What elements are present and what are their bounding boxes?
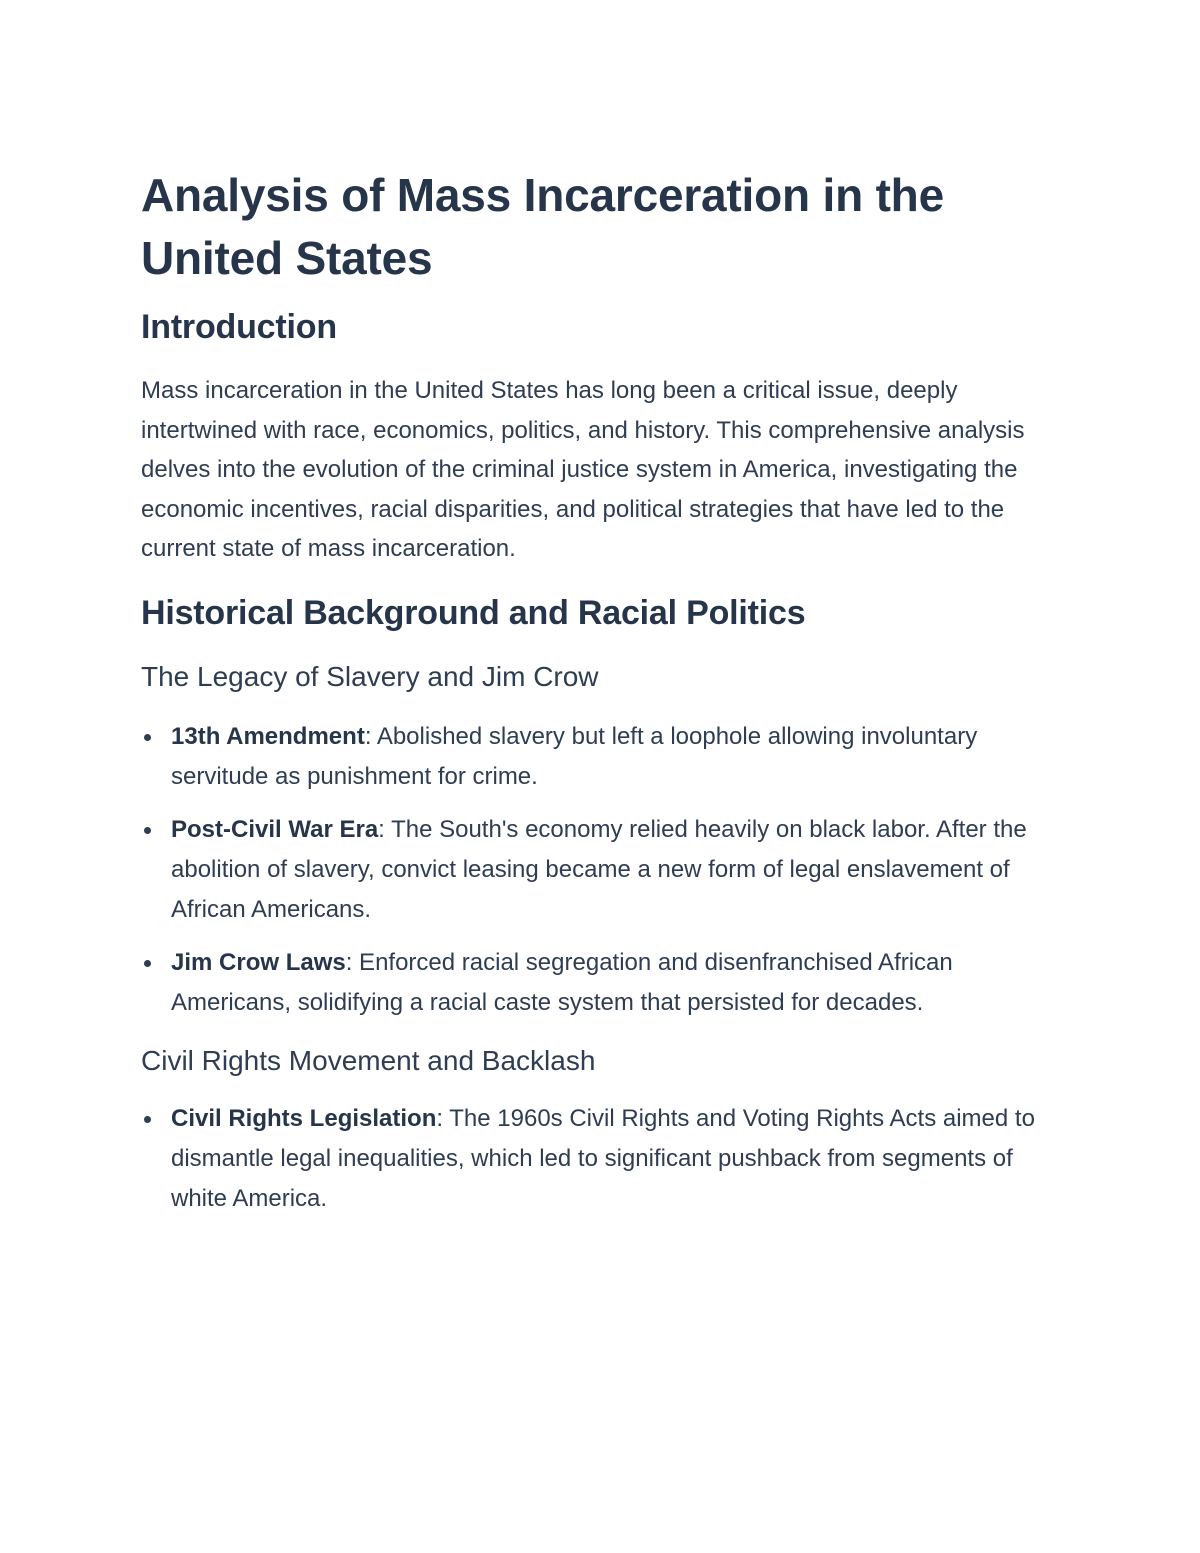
- bullet-icon: [144, 1116, 151, 1123]
- list-item-separator: :: [378, 815, 385, 843]
- list-item: [141, 717, 1066, 797]
- bullet-icon: [144, 827, 151, 834]
- list-item-text: Abolished slavery but left a loophole allowing involuntary servitude as punishment for crime.: [171, 722, 978, 790]
- list-item: [141, 943, 1066, 1023]
- introduction-paragraph: Mass incarceration in the United States has long been a critical issue, deeply intertwined with race, economics, politics, and history. This comprehensive analysis delves into the evolution of the criminal justice system in America, investigating the economic incentives, racial disparities, and political strategies that have led to the current state of mass incarceration.: [141, 377, 1025, 563]
- document-title: Analysis of Mass Incarceration in the United States: [141, 169, 944, 284]
- list-item-separator: :: [436, 1104, 444, 1132]
- list-item: [141, 1099, 1066, 1219]
- document-page: [141, 164, 1066, 1219]
- list-item-term: Civil Rights Legislation: [171, 1104, 437, 1132]
- civil-rights-subheading: Civil Rights Movement and Backlash: [141, 1044, 596, 1076]
- legacy-bullet-list: [141, 717, 1066, 1023]
- list-item-term: 13th Amendment: [171, 722, 365, 750]
- civil-rights-bullet-list: [141, 1099, 1066, 1219]
- list-item-term: Jim Crow Laws: [171, 948, 346, 976]
- historical-background-heading: Historical Background and Racial Politics: [141, 593, 806, 632]
- legacy-subheading: The Legacy of Slavery and Jim Crow: [141, 660, 599, 692]
- bullet-icon: [144, 960, 151, 967]
- list-item-separator: :: [364, 722, 372, 750]
- list-item-text: The 1960s Civil Rights and Voting Rights Acts aimed to dismantle legal inequalities, which led to significant pushback from segments of white America.: [171, 1104, 1035, 1212]
- list-item-text: Enforced racial segregation and disenfranchised African Americans, solidifying a racial caste system that persisted for decades.: [171, 948, 953, 1016]
- list-item-text: The South's economy relied heavily on black labor. After the abolition of slavery, convict leasing became a new form of legal enslavement of African Americans.: [171, 815, 1027, 923]
- bullet-icon: [144, 734, 151, 741]
- list-item-term: Post-Civil War Era: [171, 815, 379, 843]
- list-item: [141, 810, 1066, 930]
- introduction-heading: Introduction: [141, 308, 337, 346]
- list-item-separator: :: [345, 948, 353, 976]
